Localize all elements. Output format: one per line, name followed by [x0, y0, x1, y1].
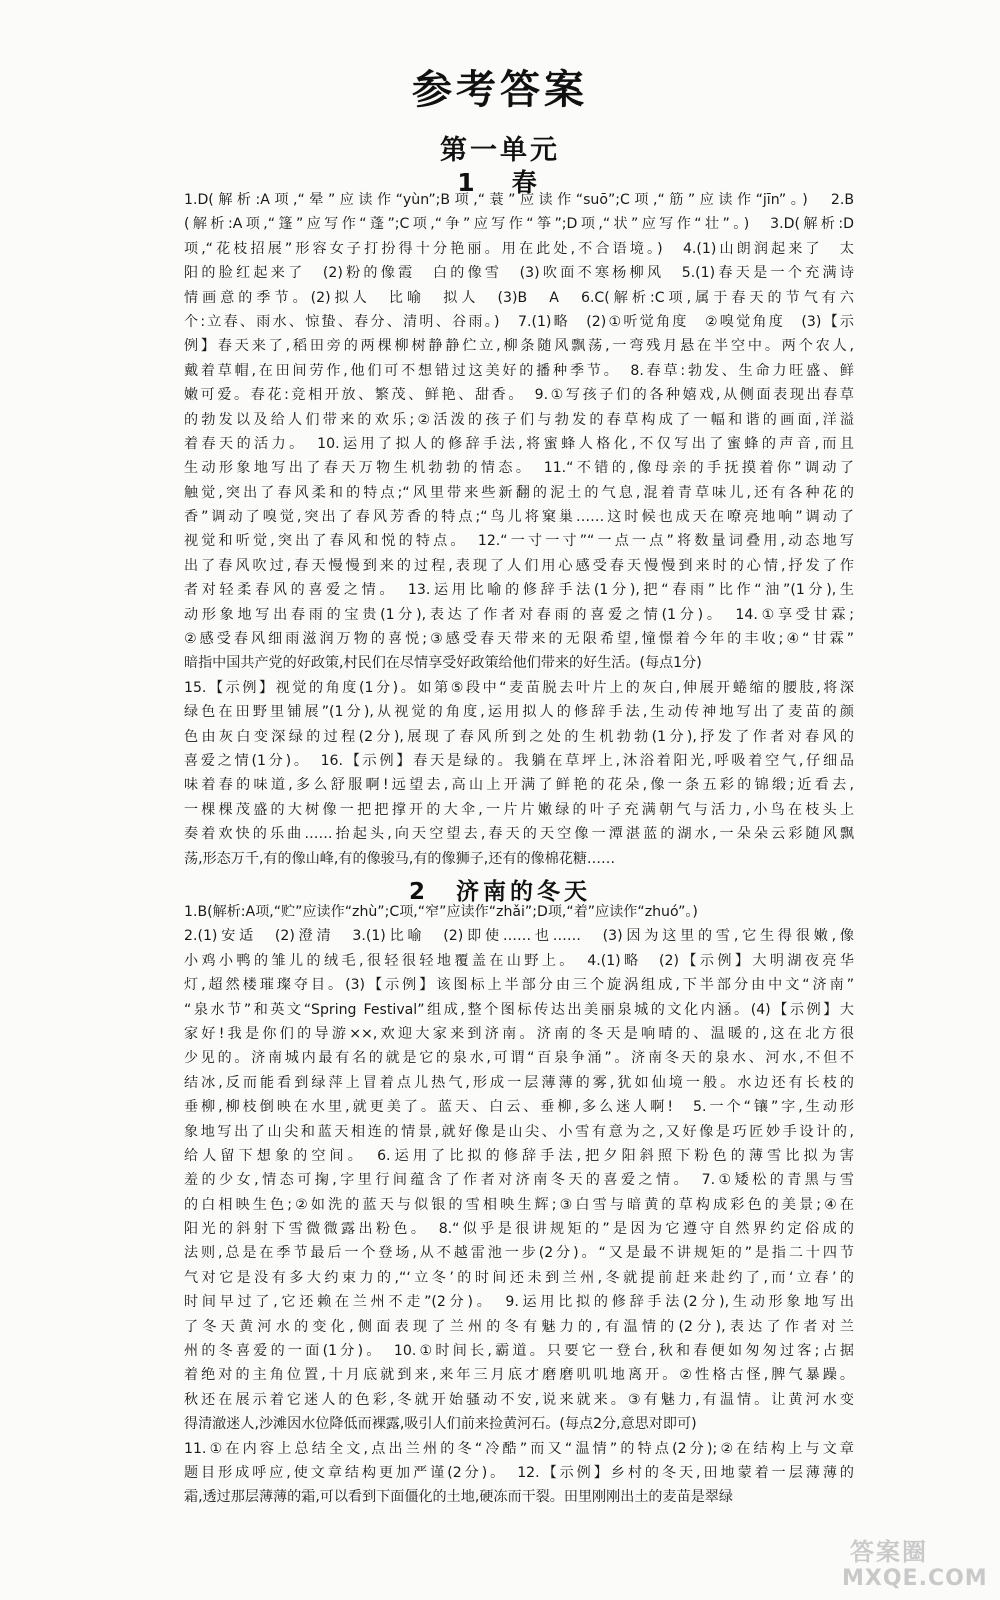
answer-line: 的勃发以及给人们带来的欢乐;②活泼的孩子们与勃发的春草构成了一幅和谐的画面,洋溢 — [184, 411, 854, 428]
answer-line: 绿色在田野里铺展”(1分),从视觉的角度,运用拟人的修辞手法,生动传神地写出了麦苗的颜 — [184, 704, 854, 721]
answer-line: 时间早过了,它还赖在兰州不走”(2分)。 9.运用比拟的修辞手法(2分),生动形象地写出 — [184, 1294, 854, 1311]
lesson-1-answers — [184, 188, 854, 871]
answer-line: 出了春风吹过,春天慢慢到来的过程,表现了人们用心感受春天慢慢到来时的心情,抒发了作 — [184, 557, 854, 574]
answer-line: 羞的少女,情态可掬,字里行间蕴含了作者对济南冬天的喜爱之情。 7.①矮松的青黑与雪 — [184, 1172, 854, 1189]
answer-line: (解析:A项,“篷”应写作“蓬”;C项,“争”应写作“筝”;D项,“状”应写作“壮”。) 3.D(解析:D — [184, 216, 854, 233]
answer-line: 小鸡小鸭的雏儿的绒毛,很轻很轻地覆盖在山野上。 4.(1)略 (2)【示例】大明湖夜亮华 — [184, 952, 854, 969]
site-watermark — [842, 1530, 992, 1600]
answer-line: 动形象地写出春雨的宝贵(1分),表达了作者对春雨的喜爱之情(1分)。 14.①享受甘霖; — [184, 606, 854, 623]
answer-line: 法则,总是在季节最后一个登场,从不越雷池一步(2分)。“又是最不讲规矩的”是指二十四节 — [184, 1245, 854, 1262]
answer-line: 个:立春、雨水、惊蛰、春分、清明、谷雨。) 7.(1)略 (2)①听觉角度 ②嗅觉角度 (3)【示 — [184, 313, 854, 330]
answer-line: 阳的脸红起来了 (2)粉的像霞 白的像雪 (3)吹面不寒杨柳风 5.(1)春天是一个充满诗 — [184, 265, 854, 282]
answer-line: 灯,超然楼璀璨夺目。(3)【示例】该图标上半部分由三个旋涡组成,下半部分由中文“济南” — [184, 977, 854, 994]
answer-line: 得清澈迷人,沙滩因水位降低而裸露,吸引人们前来捡黄河石。(每点2分,意思对即可) — [184, 1416, 697, 1433]
answer-line: 11.①在内容上总结全文,点出兰州的冬“冷酷”而又“温情”的特点(2分);②在结构上与文章 — [184, 1440, 854, 1457]
answer-line: 荡,形态万千,有的像山峰,有的像骏马,有的像狮子,还有的像棉花糖…… — [184, 850, 616, 867]
answer-line: 垂柳,柳枝倒映在水里,就更美了。蓝天、白云、垂柳,多么迷人啊! 5.一个“镶”字,生动形 — [184, 1099, 854, 1116]
answer-line: 给人留下想象的空间。 6.运用了比拟的修辞手法,把夕阳斜照下粉色的薄雪比拟为害 — [184, 1147, 854, 1164]
answer-line: 了冬天黄河水的变化,侧面表现了兰州的冬有魅力的,有温情的(2分),表达了作者对兰 — [184, 1318, 854, 1335]
answer-line: 结冰,反而能看到绿萍上冒着点儿热气,形成一层薄薄的雾,犹如仙境一般。水边还有长枝的 — [184, 1074, 854, 1091]
answer-line: 阳光的斜射下雪微微露出粉色。 8.“似乎是很讲规矩的”是因为它遵守自然界约定俗成的 — [184, 1221, 854, 1238]
lesson-2-answers — [184, 900, 854, 1510]
watermark-text: 答案圈 — [850, 1538, 928, 1566]
answer-line: 少见的。济南城内最有名的就是它的泉水,可谓“百泉争涌”。济南冬天的泉水、河水,不但不 — [184, 1050, 854, 1067]
answer-line: 着春天的活力。 10.运用了拟人的修辞手法,将蜜蜂人格化,不仅写出了蜜蜂的声音,而且 — [184, 435, 854, 452]
answer-line: 着绝对的主角位置,十月底就到来,来年三月底才磨磨叽叽地离开。②性格古怪,脾气暴躁。 — [184, 1367, 854, 1384]
answer-line: 戴着草帽,在田间劳作,他们可不想错过这美好的播种季节。 8.春草:勃发、生命力旺盛、鲜 — [184, 362, 854, 379]
answer-line: “泉水节”和英文“Spring Festival”组成,整个图标传达出美丽泉城的文化内涵。(4)【示例】大 — [184, 1001, 854, 1018]
answer-line: 家好!我是你们的导游××,欢迎大家来到济南。济南的冬天是响晴的、温暖的,这在北方很 — [184, 1025, 854, 1042]
watermark-url: MXQE.COM — [842, 1566, 988, 1591]
answer-line: 一棵棵茂盛的大树像一把把撑开的大伞,一片片嫩绿的叶子充满朝气与活力,小鸟在枝头上 — [184, 801, 854, 818]
answer-line: 秋还在展示着它迷人的色彩,冬就开始骚动不安,说来就来。③有魅力,有温情。让黄河水变 — [184, 1391, 854, 1408]
answer-line: 暗指中国共产党的好政策,村民们在尽情享受好政策给他们带来的好生活。(每点1分) — [184, 655, 702, 672]
answer-line: 视觉和听觉,突出了春风和悦的特点。 12.“一寸一寸”“一点一点”将数量词叠用,动态地写 — [184, 533, 854, 550]
answer-line: 2.(1)安适 (2)澄清 3.(1)比喻 (2)即使……也…… (3)因为这里的雪,它生得很嫩,像 — [184, 928, 854, 945]
unit-title: 第一单元 — [440, 135, 560, 166]
answer-line: 触觉,突出了春风柔和的特点;“风里带来些新翻的泥土的气息,混着青草味儿,还有各种花的 — [184, 484, 854, 501]
answer-line: 气对它是没有多大约束力的,“‘立冬’的时间还未到兰州,冬就提前赶来赴约了,而‘立春’的 — [184, 1269, 854, 1286]
lesson-2-title: 2 济南的冬天 — [408, 879, 591, 905]
answer-line: 的白相映生色;②如洗的蓝天与似银的雪相映生辉;③白雪与暗黄的草构成彩色的美景;④在 — [184, 1196, 854, 1213]
answer-line: 项,“花枝招展”形容女子打扮得十分艳丽。用在此处,不合语境。) 4.(1)山朗润起来了 太 — [184, 240, 854, 257]
answer-line: 1.B(解析:A项,“贮”应读作“zhù”;C项,“窄”应读作“zhǎi”;D项,“着”应读作“zhuó”。) — [184, 904, 698, 920]
answer-line: 情画意的季节。(2)拟人 比喻 拟人 (3)B A 6.C(解析:C项,属于春天的节气有六 — [184, 289, 854, 306]
answer-line: 喜爱之情(1分)。 16.【示例】春天是绿的。我躺在草坪上,沐浴着阳光,呼吸着空气,仔细品 — [184, 752, 854, 769]
answer-line: 象地写出了山尖和蓝天相连的情景,就好像是山尖、小雪有意为之,又好像是巧匠妙手设计的, — [184, 1123, 854, 1140]
answer-line: 生动形象地写出了春天万物生机勃勃的情态。 11.“不错的,像母亲的手抚摸着你”调动了 — [184, 460, 854, 477]
answer-line: 色由灰白变深绿的过程(2分),展现了春风所到之处的生机勃勃(1分),抒发了作者对春风的 — [184, 728, 854, 745]
answer-line: 香”调动了嗅觉,突出了春风芳香的特点;“鸟儿将窠巢……这时候也成天在嘹亮地响”调动了 — [184, 509, 854, 526]
answer-line: 题目形成呼应,使文章结构更加严谨(2分)。 12.【示例】乡村的冬天,田地蒙着一层薄薄的 — [184, 1464, 854, 1481]
answer-line: 州的冬喜爱的一面(1分)。 10.①时间长,霸道。只要它一登台,秋和春便如匆匆过客;占据 — [184, 1343, 854, 1360]
answer-line: 者对轻柔春风的喜爱之情。 13.运用比喻的修辞手法(1分),把“春雨”比作“油”(1分),生 — [184, 582, 854, 599]
answer-line: 味着春的味道,多么舒服啊!远望去,高山上开满了鲜艳的花朵,像一条五彩的锦缎;近看去, — [184, 777, 854, 794]
answer-line: 霜,透过那层薄薄的霜,可以看到下面僵化的土地,硬冻而干裂。田里刚刚出土的麦苗是翠绿 — [184, 1489, 733, 1506]
answer-line: 1.D(解析:A项,“晕”应读作“yùn”;B项,“蓑”应读作“suō”;C项,“筋”应读作“jīn”。) 2.B — [184, 192, 854, 208]
lesson-1-title: 1 春 — [457, 168, 543, 197]
answer-line: 15.【示例】视觉的角度(1分)。如第⑤段中“麦苗脱去叶片上的灰白,伸展开蜷缩的腰肢,将深 — [184, 679, 854, 696]
page-title: 参考答案 — [412, 67, 588, 113]
answer-line: ②感受春风细雨滋润万物的喜悦;③感受春天带来的无限希望,憧憬着今年的丰收;④“甘霖” — [184, 631, 854, 648]
answer-line: 奏着欢快的乐曲……抬起头,向天空望去,春天的天空像一潭湛蓝的湖水,一朵朵云彩随风飘 — [184, 826, 854, 843]
answer-line: 例】春天来了,稻田旁的两棵柳树静静伫立,柳条随风飘荡,一弯残月悬在半空中。两个农人, — [184, 338, 854, 355]
answer-line: 嫩可爱。春花:竞相开放、繁茂、鲜艳、甜香。 9.①写孩子们的各种嬉戏,从侧面表现出春草 — [184, 387, 854, 404]
